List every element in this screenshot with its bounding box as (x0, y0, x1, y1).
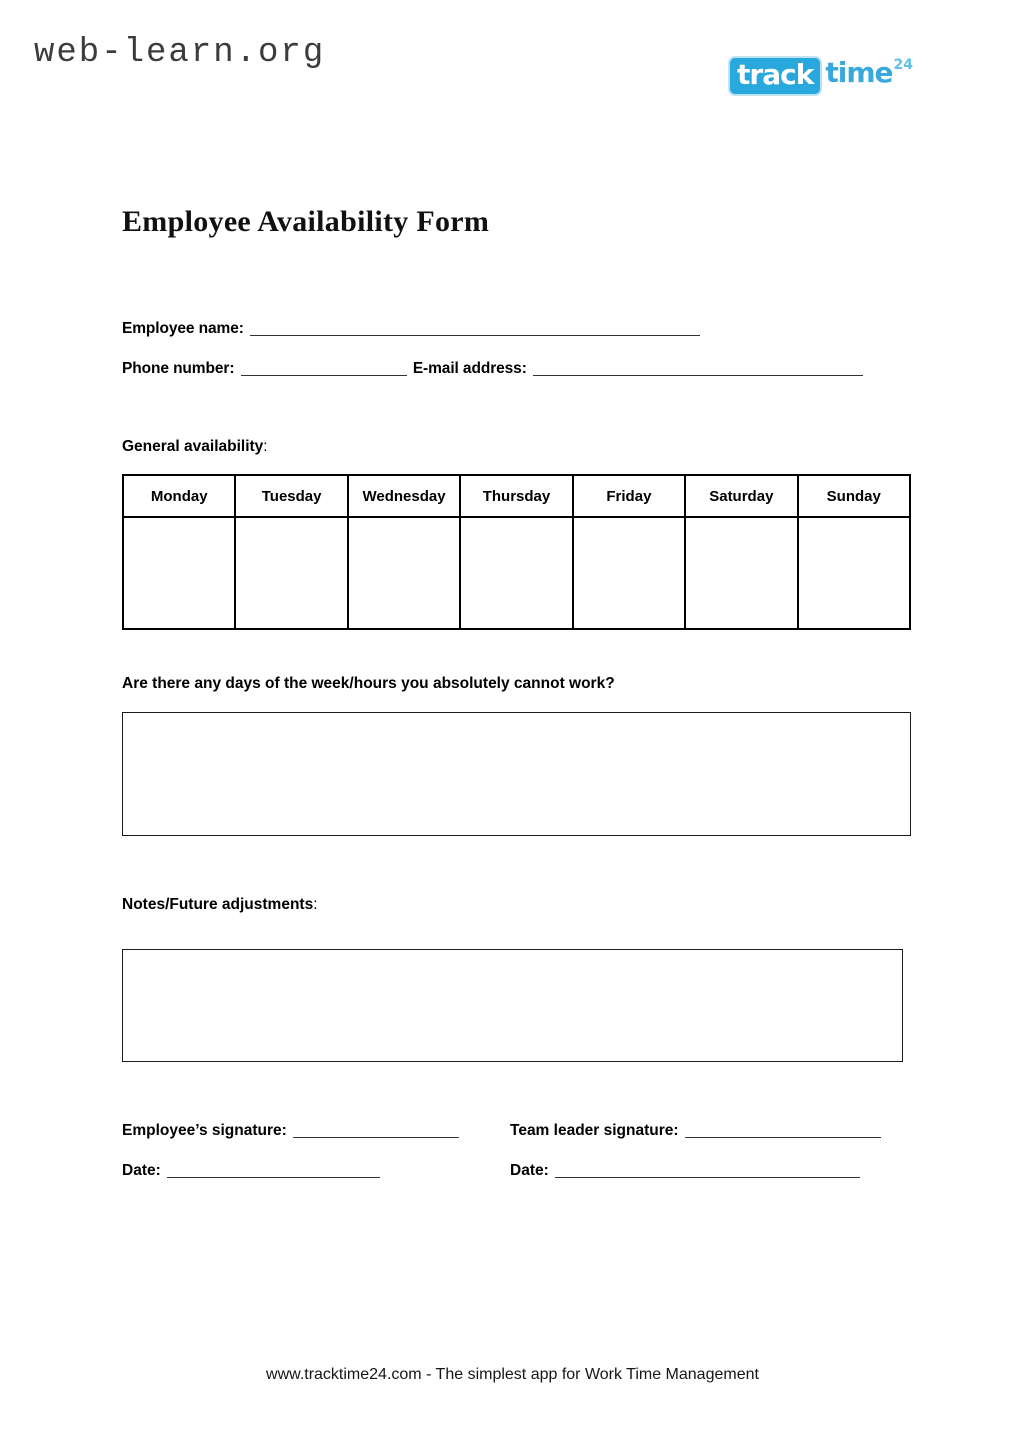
notes-heading (122, 896, 318, 914)
employee-date-row (122, 1162, 382, 1180)
employee-date-input[interactable] (167, 1165, 380, 1178)
cannot-work-question: Are there any days of the week/hours you absolutely cannot work? (122, 675, 615, 692)
logo-track-text: track (728, 56, 822, 96)
notes-textarea[interactable] (122, 949, 903, 1062)
general-availability-colon: : (263, 438, 268, 455)
employee-date-label: Date (122, 1162, 156, 1179)
employee-name-row (122, 320, 702, 338)
employee-signature-input[interactable] (293, 1125, 459, 1138)
availability-cell-sunday[interactable] (798, 517, 910, 629)
table-header-tuesday: Tuesday (235, 475, 347, 517)
employee-signature-label: Employee’s signature (122, 1122, 282, 1139)
phone-number-input[interactable] (241, 363, 407, 376)
notes-colon: : (313, 896, 318, 913)
availability-cell-tuesday[interactable] (235, 517, 347, 629)
page-title: Employee Availability Form (122, 205, 490, 238)
team-leader-date-label: Date (510, 1162, 544, 1179)
availability-cell-wednesday[interactable] (348, 517, 460, 629)
employee-name-colon: : (238, 320, 244, 337)
site-watermark: web-learn.org (34, 34, 326, 72)
email-colon: : (521, 360, 527, 377)
table-header-wednesday: Wednesday (348, 475, 460, 517)
table-header-saturday: Saturday (685, 475, 797, 517)
team-leader-signature-row (510, 1122, 883, 1140)
phone-number-label: Phone number (122, 360, 230, 377)
team-leader-date-row (510, 1162, 862, 1180)
table-header-friday: Friday (573, 475, 685, 517)
availability-cell-saturday[interactable] (685, 517, 797, 629)
contact-row (122, 360, 865, 378)
availability-cell-friday[interactable] (573, 517, 685, 629)
general-availability-heading (122, 438, 268, 456)
availability-header-row (123, 475, 910, 517)
phone-number-colon: : (229, 360, 235, 377)
employee-name-input[interactable] (250, 323, 700, 336)
tracktime24-logo (728, 56, 913, 96)
employee-signature-row (122, 1122, 461, 1140)
table-header-monday: Monday (123, 475, 235, 517)
availability-cell-monday[interactable] (123, 517, 235, 629)
email-label: E-mail address (412, 360, 522, 377)
cannot-work-textarea[interactable] (122, 712, 911, 836)
team-leader-signature-input[interactable] (685, 1125, 881, 1138)
email-input[interactable] (533, 363, 863, 376)
logo-superscript-24: 24 (893, 57, 913, 73)
team-leader-signature-colon: : (673, 1122, 679, 1139)
logo-time-text: time (825, 56, 893, 89)
table-header-thursday: Thursday (460, 475, 572, 517)
employee-name-label: Employee name (122, 320, 239, 337)
team-leader-signature-label: Team leader signature (510, 1122, 674, 1139)
footer-tagline: www.tracktime24.com - The simplest app for Work Time Management (266, 1366, 759, 1383)
table-header-sunday: Sunday (798, 475, 910, 517)
notes-label: Notes/Future adjustments (122, 896, 314, 913)
team-leader-date-colon: : (543, 1162, 549, 1179)
employee-date-colon: : (155, 1162, 161, 1179)
availability-table (122, 474, 911, 630)
table-row (123, 517, 910, 629)
team-leader-date-input[interactable] (555, 1165, 860, 1178)
availability-cell-thursday[interactable] (460, 517, 572, 629)
general-availability-label: General availability (122, 438, 264, 455)
employee-signature-colon: : (281, 1122, 287, 1139)
